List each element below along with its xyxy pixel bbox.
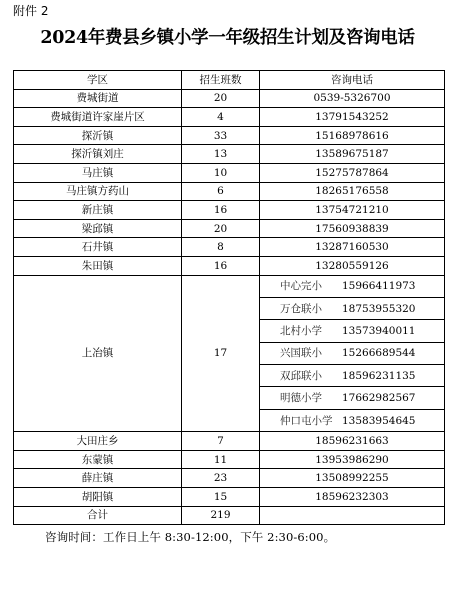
school-row [260, 409, 444, 431]
district-cell: 朱田镇 [14, 256, 182, 275]
phone-cell: 13953986290 [260, 450, 445, 469]
school-row [260, 365, 444, 387]
header-district: 学区 [14, 71, 182, 90]
total-classes: 219 [182, 506, 260, 525]
table-row [14, 469, 445, 488]
district-cell: 上冶镇 [14, 275, 182, 432]
school-row [260, 342, 444, 364]
district-cell: 探沂镇刘庄 [14, 145, 182, 164]
school-name: 双邱联小 [260, 365, 334, 387]
phone-cell: 13791543252 [260, 108, 445, 127]
table-row [14, 450, 445, 469]
school-name: 万仓联小 [260, 297, 334, 319]
table-row [14, 488, 445, 507]
district-cell: 薛庄镇 [14, 469, 182, 488]
classes-cell: 8 [182, 238, 260, 257]
phone-cell: 18265176558 [260, 182, 445, 201]
classes-cell: 23 [182, 469, 260, 488]
table-row [14, 108, 445, 127]
classes-cell: 7 [182, 432, 260, 451]
classes-cell: 6 [182, 182, 260, 201]
school-row [260, 297, 444, 319]
table-row-shangye [14, 275, 445, 432]
table-total-row [14, 506, 445, 525]
district-cell: 大田庄乡 [14, 432, 182, 451]
shangye-schools-cell [260, 275, 445, 432]
district-cell: 费城街道 [14, 89, 182, 108]
page-title: 2024年费县乡镇小学一年级招生计划及咨询电话 [40, 28, 415, 48]
phone-cell: 13754721210 [260, 201, 445, 220]
total-label: 合计 [14, 506, 182, 525]
district-cell: 东蒙镇 [14, 450, 182, 469]
enrollment-table [13, 70, 445, 525]
classes-cell: 16 [182, 201, 260, 220]
classes-cell: 11 [182, 450, 260, 469]
school-name: 中心完小 [260, 276, 334, 298]
phone-cell: 17560938839 [260, 219, 445, 238]
consult-hours-note: 咨询时间：工作日上午 8:30-12:00，下午 2:30-6:00。 [45, 530, 336, 544]
attachment-label: 附件 2 [13, 4, 49, 18]
classes-cell: 16 [182, 256, 260, 275]
school-name: 明德小学 [260, 387, 334, 409]
total-phone [260, 506, 445, 525]
phone-cell: 13287160530 [260, 238, 445, 257]
phone-cell: 18596231663 [260, 432, 445, 451]
classes-cell: 20 [182, 219, 260, 238]
classes-cell: 10 [182, 163, 260, 182]
table-row [14, 126, 445, 145]
header-phone: 咨询电话 [260, 71, 445, 90]
classes-cell: 17 [182, 275, 260, 432]
school-row [260, 320, 444, 342]
table-row [14, 219, 445, 238]
table-row [14, 432, 445, 451]
table-row [14, 201, 445, 220]
table-row [14, 182, 445, 201]
school-phone: 13573940011 [334, 320, 444, 342]
district-cell: 马庄镇 [14, 163, 182, 182]
district-cell: 费城街道许家崖片区 [14, 108, 182, 127]
phone-cell: 15168978616 [260, 126, 445, 145]
school-row [260, 387, 444, 409]
classes-cell: 20 [182, 89, 260, 108]
phone-cell: 15275787864 [260, 163, 445, 182]
school-row [260, 276, 444, 298]
table-row [14, 145, 445, 164]
classes-cell: 13 [182, 145, 260, 164]
school-phone: 18596231135 [334, 365, 444, 387]
phone-cell: 13589675187 [260, 145, 445, 164]
school-phone: 15966411973 [334, 276, 444, 298]
district-cell: 胡阳镇 [14, 488, 182, 507]
classes-cell: 15 [182, 488, 260, 507]
phone-cell: 18596232303 [260, 488, 445, 507]
district-cell: 石井镇 [14, 238, 182, 257]
shangye-schools-list [260, 276, 444, 432]
school-phone: 13583954645 [342, 414, 416, 427]
table-header-row [14, 71, 445, 90]
school-phone: 18753955320 [334, 297, 444, 319]
school-phone: 15266689544 [334, 342, 444, 364]
school-name: 仲口屯小学 [280, 414, 333, 427]
classes-cell: 33 [182, 126, 260, 145]
school-name: 兴国联小 [260, 342, 334, 364]
school-name: 北村小学 [260, 320, 334, 342]
table-row [14, 163, 445, 182]
phone-cell: 13280559126 [260, 256, 445, 275]
table-row [14, 89, 445, 108]
school-phone: 17662982567 [334, 387, 444, 409]
phone-cell: 13508992255 [260, 469, 445, 488]
classes-cell: 4 [182, 108, 260, 127]
table-row [14, 256, 445, 275]
district-cell: 新庄镇 [14, 201, 182, 220]
table-row [14, 238, 445, 257]
phone-cell: 0539-5326700 [260, 89, 445, 108]
district-cell: 探沂镇 [14, 126, 182, 145]
header-classes: 招生班数 [182, 71, 260, 90]
district-cell: 马庄镇方药山 [14, 182, 182, 201]
district-cell: 梁邱镇 [14, 219, 182, 238]
